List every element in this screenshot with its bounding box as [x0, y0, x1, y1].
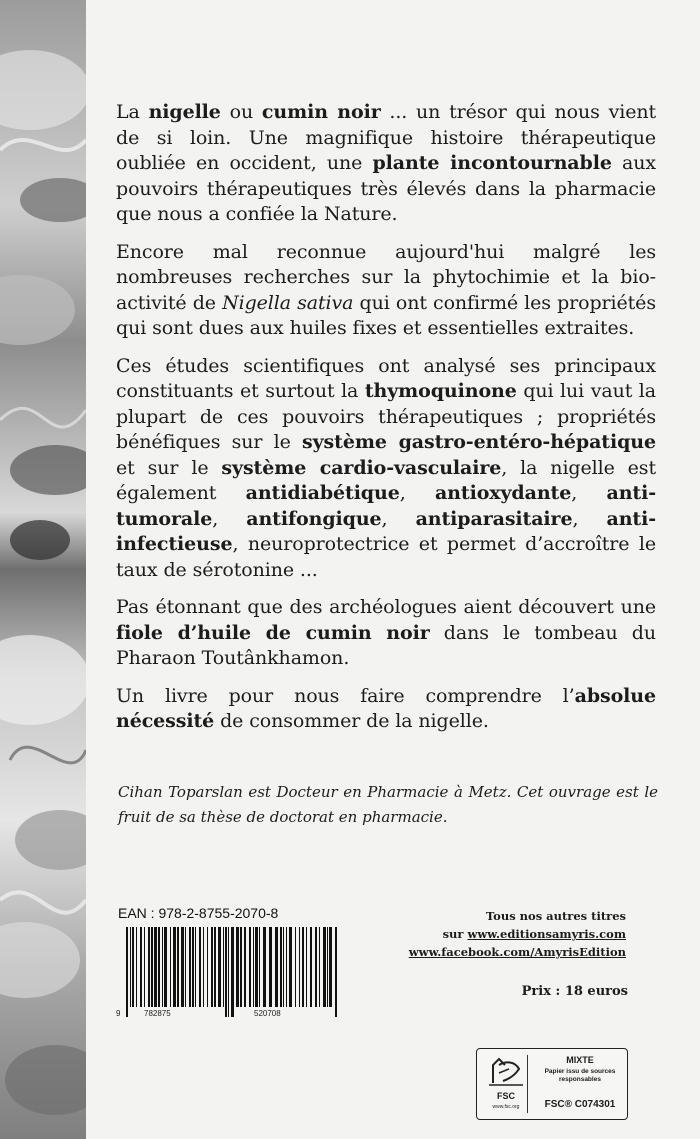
barcode-bar — [189, 927, 191, 1007]
barcode-bar — [335, 927, 337, 1017]
barcode-bar — [199, 927, 201, 1007]
barcode-bar — [299, 927, 300, 1007]
barcode-digit-first: 9 — [116, 1009, 121, 1018]
barcode-bar — [240, 927, 242, 1007]
text-run: et sur le — [116, 456, 222, 479]
publisher-line2 — [409, 925, 626, 943]
publisher-prefix: sur — [442, 927, 468, 941]
barcode-digit-group2: 520708 — [254, 1009, 281, 1018]
barcode-bar — [286, 927, 287, 1007]
text-run: , — [571, 482, 607, 504]
barcode-bar — [170, 927, 171, 1007]
barcode-bar — [218, 927, 221, 1007]
fsc-code: FSC® C074301 — [544, 1099, 616, 1110]
fsc-logo — [485, 1055, 528, 1113]
barcode-bar — [148, 927, 150, 1007]
ean-label: EAN : 978-2-8755-2070-8 — [118, 905, 279, 921]
bold-term: thymoquinone — [364, 380, 517, 402]
author-note: Cihan Toparslan est Docteur en Pharmacie à Metz. Cet ouvrage est le fruit de sa thèse de doctorat en pharmacie. — [118, 783, 658, 826]
bold-term: cumin noir — [261, 101, 381, 123]
barcode-bar — [319, 927, 320, 1007]
publisher-facebook-link[interactable]: www.facebook.com/AmyrisEdition — [408, 945, 626, 959]
barcode-bar — [207, 927, 208, 1007]
barcode-bar — [181, 927, 184, 1007]
barcode-bar — [130, 927, 131, 1007]
barcode-bar — [185, 927, 186, 1007]
nigella-flower-photo — [0, 0, 86, 1139]
text-run: Un livre pour nous faire comprendre l’ — [116, 684, 575, 707]
text-run: qui lui vaut la plupart de ces pouvoirs thérapeutiques ; propriétés bénéfiques sur le — [116, 380, 656, 453]
barcode-bar — [280, 927, 282, 1007]
fsc-label-box — [476, 1048, 628, 1120]
price-label: Prix : 18 euros — [521, 984, 628, 999]
bold-term: antifongique — [246, 507, 382, 530]
barcode-digit-group1: 782875 — [144, 1009, 171, 1018]
barcode-bar — [214, 927, 216, 1007]
barcode-bar — [329, 927, 332, 1007]
barcode-bar — [203, 927, 204, 1007]
fsc-tree-icon — [485, 1055, 527, 1089]
italic-term: Nigella sativa — [222, 291, 354, 314]
text-run: Pas étonnant que des archéologues aient découvert une — [116, 596, 656, 618]
barcode-bar — [173, 927, 176, 1007]
barcode-bar — [327, 927, 328, 1007]
cover-photo-strip — [0, 0, 86, 1139]
barcode-bar — [162, 927, 163, 1007]
text-run: , — [212, 507, 247, 530]
text-run: aux pouvoirs thérapeutiques très élevés dans la pharmacie que nous a confiée la Nature. — [116, 152, 656, 225]
fsc-description: Papier issu de sources responsables — [544, 1068, 616, 1083]
barcode-bar — [164, 927, 167, 1007]
publisher-info — [409, 907, 626, 961]
bold-term: système gastro-entéro-hépatique — [302, 431, 656, 453]
text-run: ou — [220, 101, 262, 123]
barcode-bar — [225, 927, 227, 1017]
fsc-mixte: MIXTE — [566, 1055, 594, 1065]
barcode-bar — [140, 927, 142, 1007]
barcode-bar — [269, 927, 272, 1007]
barcode-bar — [151, 927, 153, 1007]
barcode-bar — [231, 927, 234, 1017]
bold-term: anti-infectieuse — [116, 507, 656, 555]
text-run: , neuroprotectrice et permet d’accroître le taux de sérotonine ... — [116, 533, 656, 581]
bold-term: antidiabétique — [245, 482, 400, 504]
text-run: , — [572, 507, 607, 530]
barcode-bar — [249, 927, 251, 1007]
text-run: , la nigelle est également — [116, 456, 656, 504]
fsc-logo-text: FSC — [497, 1091, 515, 1101]
paragraph-research — [116, 240, 656, 342]
paragraph-intro — [116, 100, 656, 228]
bold-term: système cardio-vasculaire — [221, 456, 502, 479]
barcode-bar — [283, 927, 284, 1007]
barcode-area — [116, 905, 366, 1035]
barcode-bar — [144, 927, 145, 1007]
paragraph-properties — [116, 354, 656, 584]
text-run: ... un trésor qui nous vient de si loin. Une magnifique histoire thérapeutique oubliée en occident, une — [116, 101, 657, 174]
bold-term: antioxydante — [434, 482, 572, 504]
barcode-bar — [289, 927, 292, 1007]
barcode-bar — [126, 927, 128, 1017]
bold-term: anti-tumorale — [116, 482, 656, 530]
barcode-bar — [259, 927, 260, 1007]
barcode-bar — [255, 927, 258, 1007]
barcode-bar — [228, 927, 229, 1017]
barcode-bar — [253, 927, 254, 1007]
bold-term: plante incontournable — [372, 152, 612, 174]
barcode-bar — [192, 927, 194, 1007]
barcode-bar — [195, 927, 196, 1007]
barcode-bar — [310, 927, 312, 1007]
barcode-bar — [323, 927, 326, 1007]
barcode-bars — [116, 927, 346, 1017]
text-run: La — [116, 101, 149, 123]
text-run: de consommer de la nigelle. — [214, 710, 489, 732]
text-run: qui ont confirmé les propriétés qui sont dues aux huiles fixes et essentielles extraites. — [116, 291, 656, 339]
bold-term: antiparasitaire — [415, 507, 573, 530]
text-run: , — [381, 507, 416, 530]
barcode-bar — [132, 927, 134, 1007]
paragraph-conclusion — [116, 684, 656, 735]
text-run: Encore mal reconnue aujourd'hui malgré les nombreuses recherches sur la phytochimie et la bio-activité de — [116, 240, 656, 314]
barcode-bar — [136, 927, 137, 1007]
barcode-bar — [306, 927, 307, 1007]
text-run: dans le tombeau du Pharaon Toutânkhamon. — [116, 621, 656, 669]
barcode-bar — [211, 927, 213, 1007]
paragraph-pharaoh — [116, 595, 656, 672]
bold-term: fiole d’huile de cumin noir — [116, 621, 430, 644]
barcode-bar — [244, 927, 246, 1007]
barcode-bar — [315, 927, 317, 1007]
bold-term: absolue nécessité — [116, 684, 656, 732]
barcode-bar — [154, 927, 157, 1007]
barcode-bar — [275, 927, 278, 1007]
barcode-bar — [177, 927, 179, 1007]
barcode-bar — [223, 927, 224, 1007]
publisher-line1: Tous nos autres titres — [485, 909, 626, 923]
barcode-bar — [236, 927, 239, 1007]
barcode-bar — [263, 927, 266, 1007]
bold-term: nigelle — [148, 101, 221, 123]
fsc-url: www.fsc.org — [492, 1104, 520, 1110]
barcode-bar — [295, 927, 296, 1007]
text-run: Ces études scientifiques ont analysé ses principaux constituants et surtout la — [116, 354, 656, 402]
publisher-website-link[interactable]: www.editionsamyris.com — [467, 927, 626, 941]
barcode-bar — [158, 927, 160, 1007]
text-run: , — [399, 482, 435, 504]
barcode-bar — [302, 927, 304, 1007]
description-text — [116, 100, 656, 747]
